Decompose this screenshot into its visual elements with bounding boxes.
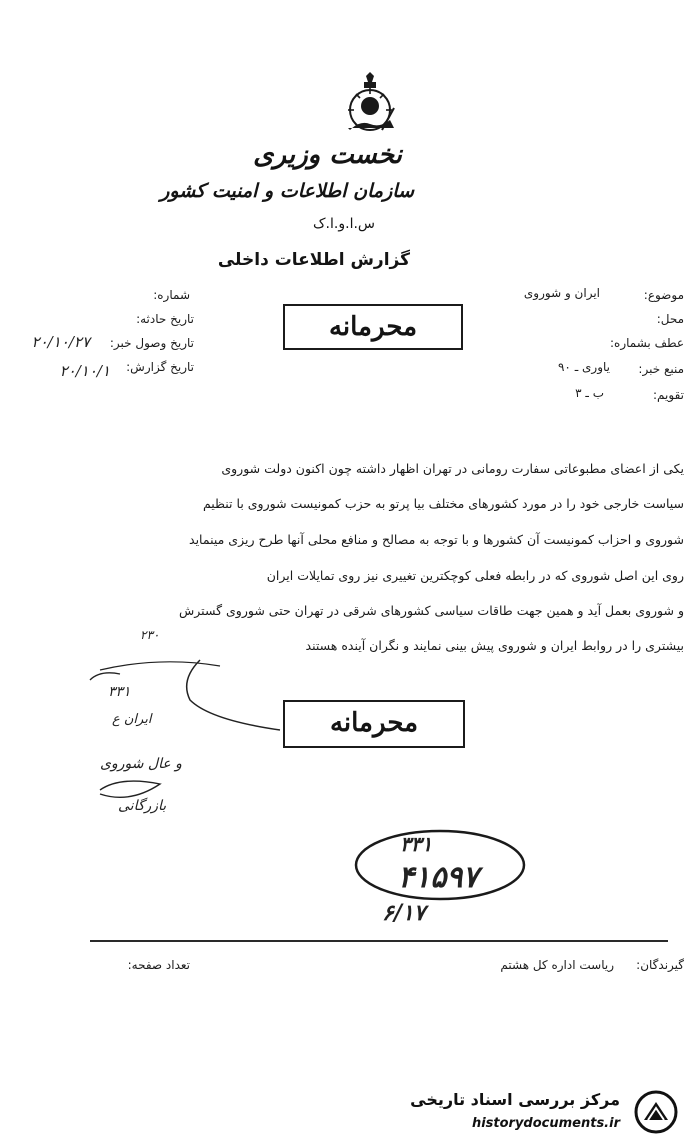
place-label: محل: [656, 312, 684, 326]
stamp-line1: ۳۳۱ [400, 832, 433, 856]
evaluation-value: ب ـ ۳ [575, 386, 604, 400]
handwritten-note: ایران ع [112, 712, 152, 727]
pages-label: تعداد صفحه: [127, 958, 190, 972]
book-logo-icon [634, 1090, 678, 1134]
handwritten-note: و عال شوروی [100, 756, 182, 772]
body-line: بیشتری را در روابط ایران و شوروی پیش بینی نمایند و نگران آینده هستند [305, 638, 684, 653]
body-line: یکی از اعضای مطبوعاتی سفارت رومانی در تهران اظهار داشته چون اکنون دولت شوروی [221, 461, 684, 476]
report-date-value: ۲۰/۱۰/۱ [59, 362, 110, 380]
subject-value: ایران و شوروی [523, 286, 600, 300]
event-date-label: تاریخ حادثه: [136, 312, 194, 326]
margin-note: ۲۳۰ [140, 628, 160, 642]
recipients-label: گیرندگان: [636, 958, 684, 972]
evaluation-label: تقویم: [653, 388, 684, 402]
source-label: منبع خبر: [638, 362, 684, 376]
brand-url: historydocuments.ir [471, 1116, 620, 1131]
org-title: نخست وزیری [253, 140, 402, 170]
number-label: شماره: [153, 288, 190, 302]
subject-label: موضوع: [643, 288, 684, 302]
stamp-number: ۴۱۵۹۷ [398, 860, 479, 895]
footer-divider [90, 940, 668, 942]
recipients-value: ریاست اداره کل هشتم [500, 958, 614, 972]
body-line: سیاست خارجی خود را در مورد کشورهای مختلف بیا پرتو به حزب کمونیست شوروی با تنظیم [202, 496, 684, 511]
body-line: و شوروی بعمل آید و همین جهت طاقات سیاسی کشورهای شرقی در تهران حتی شوروی گسترش [179, 603, 684, 618]
org-code: س.ا.و.ا.ک [313, 216, 375, 232]
confidential-stamp-bottom: محرمانه [283, 700, 465, 748]
report-date-label: تاریخ گزارش: [126, 360, 194, 374]
source-value: یاوری ـ ۹۰ [557, 360, 610, 374]
receipt-date-label: تاریخ وصول خبر: [109, 336, 194, 350]
watermark-band [0, 1080, 700, 1142]
body-line: شوروی و احزاب کمونیست آن کشورها و با توجه به مصالح و منافع محلی آنها طرح ریزی مینماید [189, 532, 684, 547]
report-title: گزارش اطلاعات داخلی [217, 250, 410, 270]
brand-name: مرکز بررسی اسناد تاریخی [410, 1090, 620, 1109]
handwritten-ref: ۳۳۱ [108, 684, 131, 700]
lion-and-sun-emblem-icon [340, 72, 400, 136]
org-subtitle: سازمان اطلاعات و امنیت کشور [160, 180, 414, 202]
body-line: روی این اصل شوروی که در رابطه فعلی کوچکترین تغییری نیز روی تمایلات ایران [266, 568, 684, 583]
stamp-date: ۶/۱۷ [382, 900, 426, 926]
reference-label: عطف بشماره: [609, 336, 684, 350]
confidential-stamp-top: محرمانه [283, 304, 463, 350]
receipt-date-value: ۲۰/۱۰/۲۷ [31, 333, 90, 351]
handwritten-note: بازرگانی [118, 798, 167, 814]
